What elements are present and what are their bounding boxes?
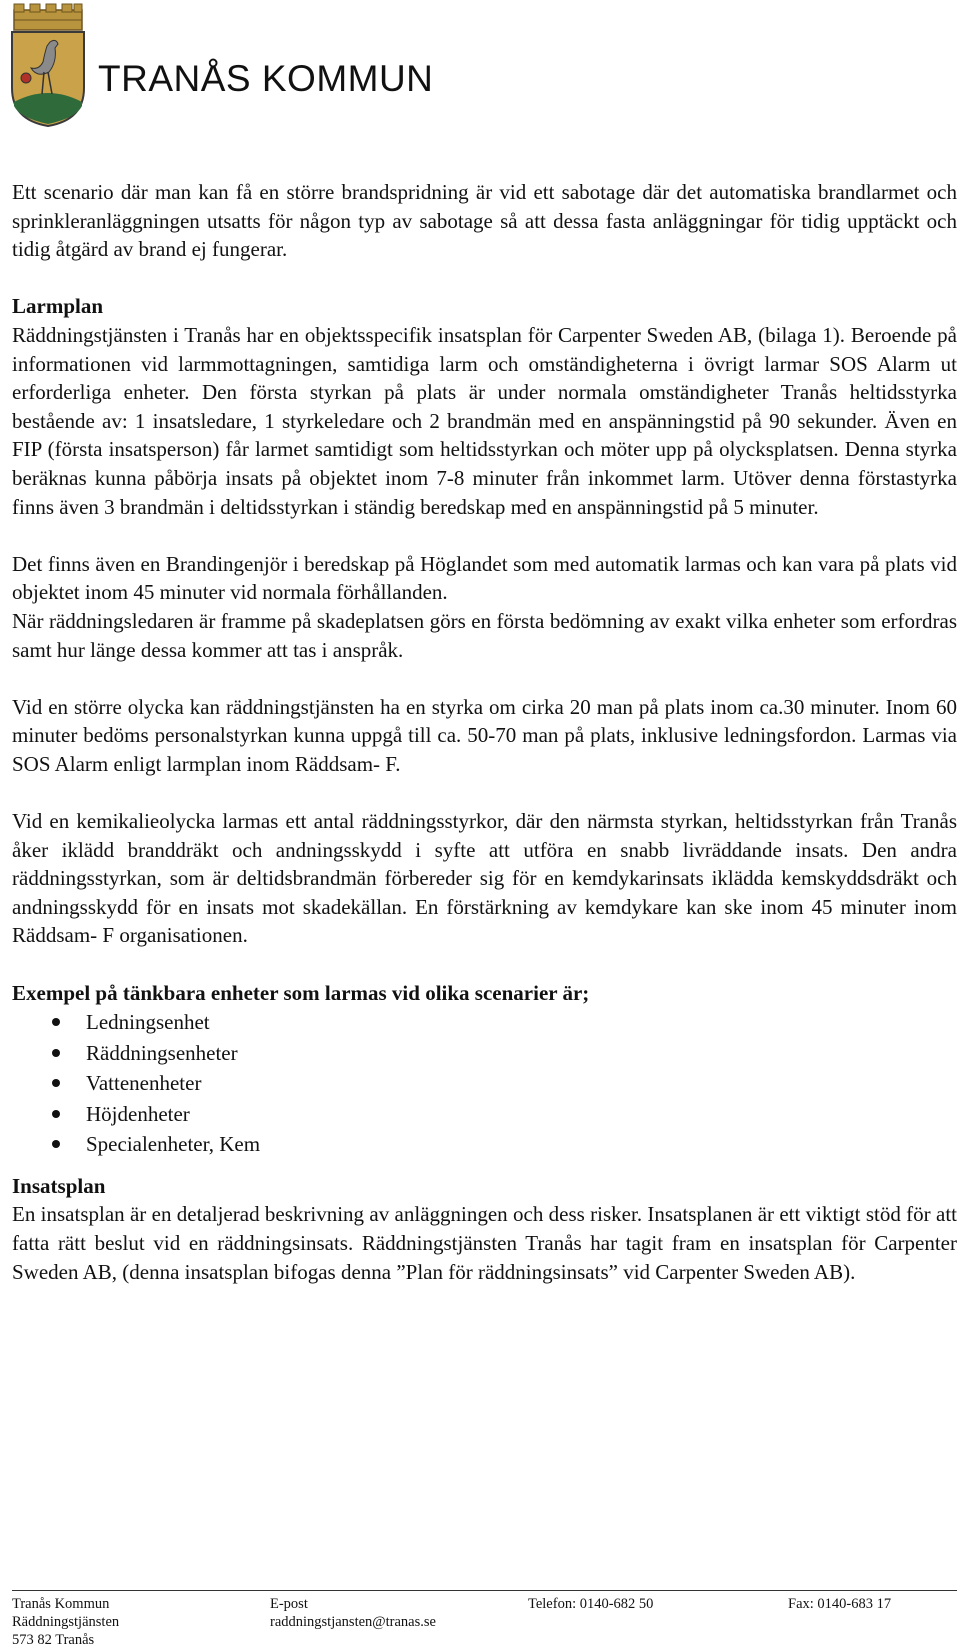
storre-olycka-paragraph: Vid en större olycka kan räddningstjänsten ha en styrka om cirka 20 man på plats inom ca.30 minuter. Inom 60 minuter bedöms personalstyrkan kunna uppgå till ca. 50-70 man på plats, inklusive ledningsfordon. Larmas via SOS Alarm enligt larmplan inom Räddsam- F. bbox=[12, 694, 957, 776]
footer-email bbox=[270, 1595, 436, 1631]
footer-fax: Fax: 0140-683 17 bbox=[788, 1596, 892, 1612]
document-body bbox=[12, 178, 957, 1286]
list-item bbox=[12, 1099, 957, 1130]
bullet-icon bbox=[52, 1140, 60, 1148]
footer-department: Räddningstjänsten bbox=[12, 1614, 120, 1630]
municipality-coat-of-arms-icon bbox=[6, 2, 90, 130]
list-item-label: Räddningsenheter bbox=[86, 1040, 238, 1065]
footer-org-name: Tranås Kommun bbox=[12, 1596, 110, 1612]
municipality-name: TRANÅS KOMMUN bbox=[98, 58, 434, 99]
insatsplan-paragraph: En insatsplan är en detaljerad beskrivning av anläggningen och dess risker. Insatsplanen är ett viktigt stöd för att fatta rätt beslut vid en räddningsinsats. Räddningstjänsten Tranås har tagit fram en insatsplan för Carpenter Sweden AB, (denna insatsplan bifogas denna ”Plan för räddningsinsats” vid Carpenter Sweden AB). bbox=[12, 1202, 957, 1284]
exempel-heading: Exempel på tänkbara enheter som larmas vid olika scenarier är; bbox=[12, 980, 590, 1005]
insatsplan-heading: Insatsplan bbox=[12, 1173, 106, 1198]
bullet-icon bbox=[52, 1079, 60, 1087]
footer-phone: Telefon: 0140-682 50 bbox=[528, 1596, 654, 1612]
kemikalie-paragraph: Vid en kemikalieolycka larmas ett antal räddningsstyrkor, där den närmsta styrkan, heltidsstyrkan från Tranås åker iklädd branddräkt och andningsskydd i syfte att utföra en snabb livräddande insats. Den andra räddningsstyrkan, som är deltidsbrandmän förbereder sig för en kemdykarinsats iklädda kemskyddsdräkt och andningsskydd för en insats mot skadekällan. En förstärkning av kemdykare kan ske inom 45 minuter inom Räddsam- F organisationen. bbox=[12, 809, 957, 948]
list-item-label: Ledningsenhet bbox=[86, 1010, 210, 1035]
larmplan-heading: Larmplan bbox=[12, 294, 104, 319]
bullet-icon bbox=[52, 1110, 60, 1118]
intro-paragraph: Ett scenario där man kan få en större brandspridning är vid ett sabotage där det automatiska brandlarmet och sprinkleranläggningen utsatts för någon typ av sabotage så att dessa fasta anläggningar för tidig upptäckt och tidig åtgärd av brand ej fungerar. bbox=[12, 180, 957, 262]
bullet-icon bbox=[52, 1018, 60, 1026]
list-item bbox=[12, 1038, 957, 1069]
footer-email-label: E-post bbox=[270, 1596, 308, 1612]
bullet-icon bbox=[52, 1049, 60, 1057]
page-footer bbox=[12, 1590, 957, 1648]
units-list bbox=[12, 1007, 957, 1160]
raddningsledaren-paragraph: När räddningsledaren är framme på skadeplatsen görs en första bedömning av exakt vilka enheter som erfordras samt hur länge dessa kommer att tas i anspråk. bbox=[12, 608, 957, 662]
brandingenjor-paragraph: Det finns även en Brandingenjör i beredskap på Höglandet som med automatik larmas och kan vara på plats vid objektet inom 45 minuter vid normala förhållanden. bbox=[12, 551, 957, 605]
list-item-label: Vattenenheter bbox=[86, 1071, 202, 1096]
list-item bbox=[12, 1068, 957, 1099]
footer-postal-address: 573 82 Tranås bbox=[12, 1632, 95, 1648]
footer-address bbox=[12, 1595, 119, 1649]
footer-email-address: raddningstjansten@tranas.se bbox=[270, 1614, 436, 1630]
larmplan-paragraph: Räddningstjänsten i Tranås har en objektsspecifik insatsplan för Carpenter Sweden AB, (bilaga 1). Beroende på informationen vid larmmottagningen, samtidiga larm och omständigheterna i övrigt larmar SOS Alarm ut erforderliga enheter. Den första styrkan på plats är under normala omständigheter Tranås heltidsstyrka bestående av: 1 insatsledare, 1 styrkeledare och 2 brandmän med en anspänningstid på 90 sekunder. Även en FIP (första insatsperson) får larmet samtidigt som heltidsstyrkan och möter upp på olycksplatsen. Denna styrka beräknas kunna påbörja insats på objektet inom 7-8 minuter från inkommet larm. Utöver denna förstastyrka finns även 3 brandmän i deltidsstyrkan i ständig beredskap med en anspänningstid på 5 minuter. bbox=[12, 322, 957, 519]
list-item bbox=[12, 1007, 957, 1038]
list-item-label: Höjdenheter bbox=[86, 1101, 190, 1126]
list-item-label: Specialenheter, Kem bbox=[86, 1132, 261, 1157]
list-item bbox=[12, 1129, 957, 1160]
